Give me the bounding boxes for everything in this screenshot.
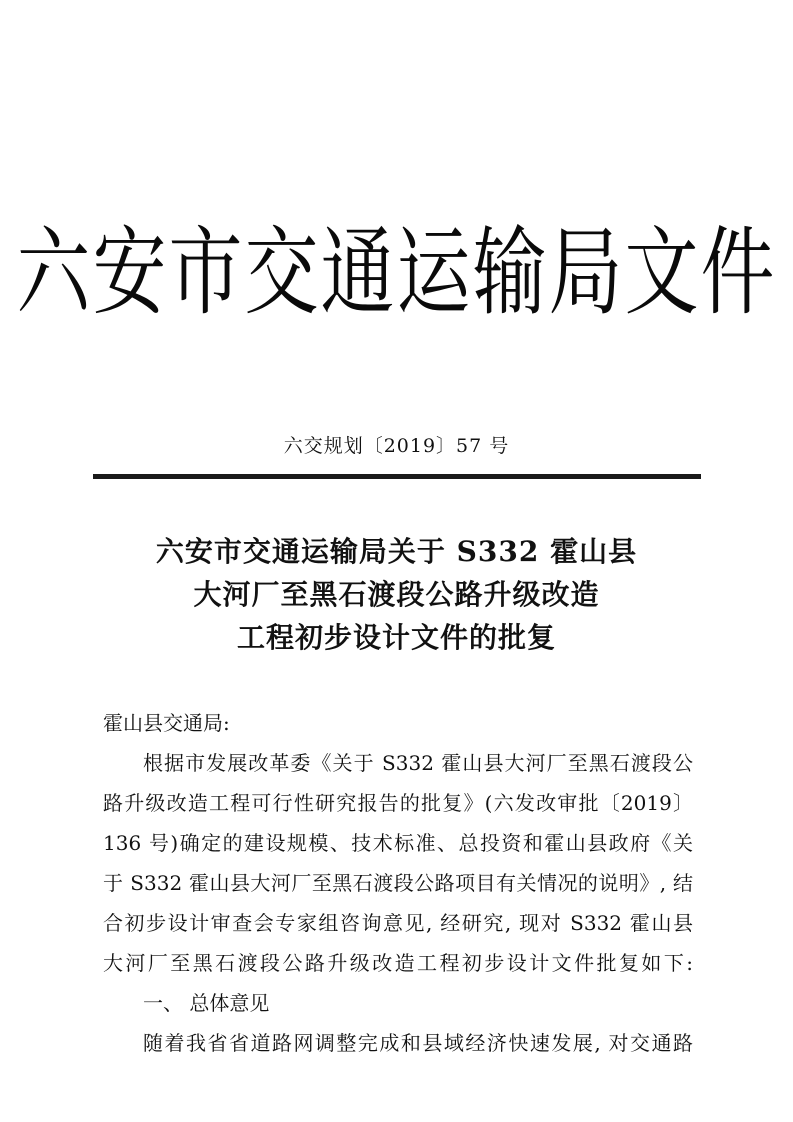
paragraph-line: 根据市发展改革委《关于 S332 霍山县大河厂至黑石渡段公	[143, 751, 693, 775]
document-body	[103, 703, 693, 1063]
paragraph-line: 随着我省省道路网调整完成和县域经济快速发展, 对交通路	[143, 1031, 693, 1055]
paragraph-line: 于 S332 霍山县大河厂至黑石渡段公路项目有关情况的说明》, 结	[103, 871, 693, 895]
issuer-header-title: 六安市交通运输局文件	[16, 217, 777, 329]
header-divider	[93, 474, 701, 479]
document-title	[0, 530, 793, 659]
document-number: 六交规划〔2019〕57 号	[283, 435, 510, 457]
paragraph-line: 大河厂至黑石渡段公路升级改造工程初步设计文件批复如下:	[103, 951, 693, 975]
document-title-line: 大河厂至黑石渡段公路升级改造	[193, 578, 600, 611]
salutation: 霍山县交通局:	[103, 711, 230, 735]
paragraph-line: 路升级改造工程可行性研究报告的批复》(六发改审批〔2019〕	[103, 791, 693, 815]
paragraph-line: 合初步设计审查会专家组咨询意见, 经研究, 现对 S332 霍山县	[103, 911, 693, 935]
paragraph-line: 136 号)确定的建设规模、技术标准、总投资和霍山县政府《关	[103, 831, 693, 855]
section-heading: 一、 总体意见	[143, 991, 270, 1015]
document-title-line: 六安市交通运输局关于 S332 霍山县	[155, 535, 638, 568]
document-title-line: 工程初步设计文件的批复	[236, 621, 556, 654]
